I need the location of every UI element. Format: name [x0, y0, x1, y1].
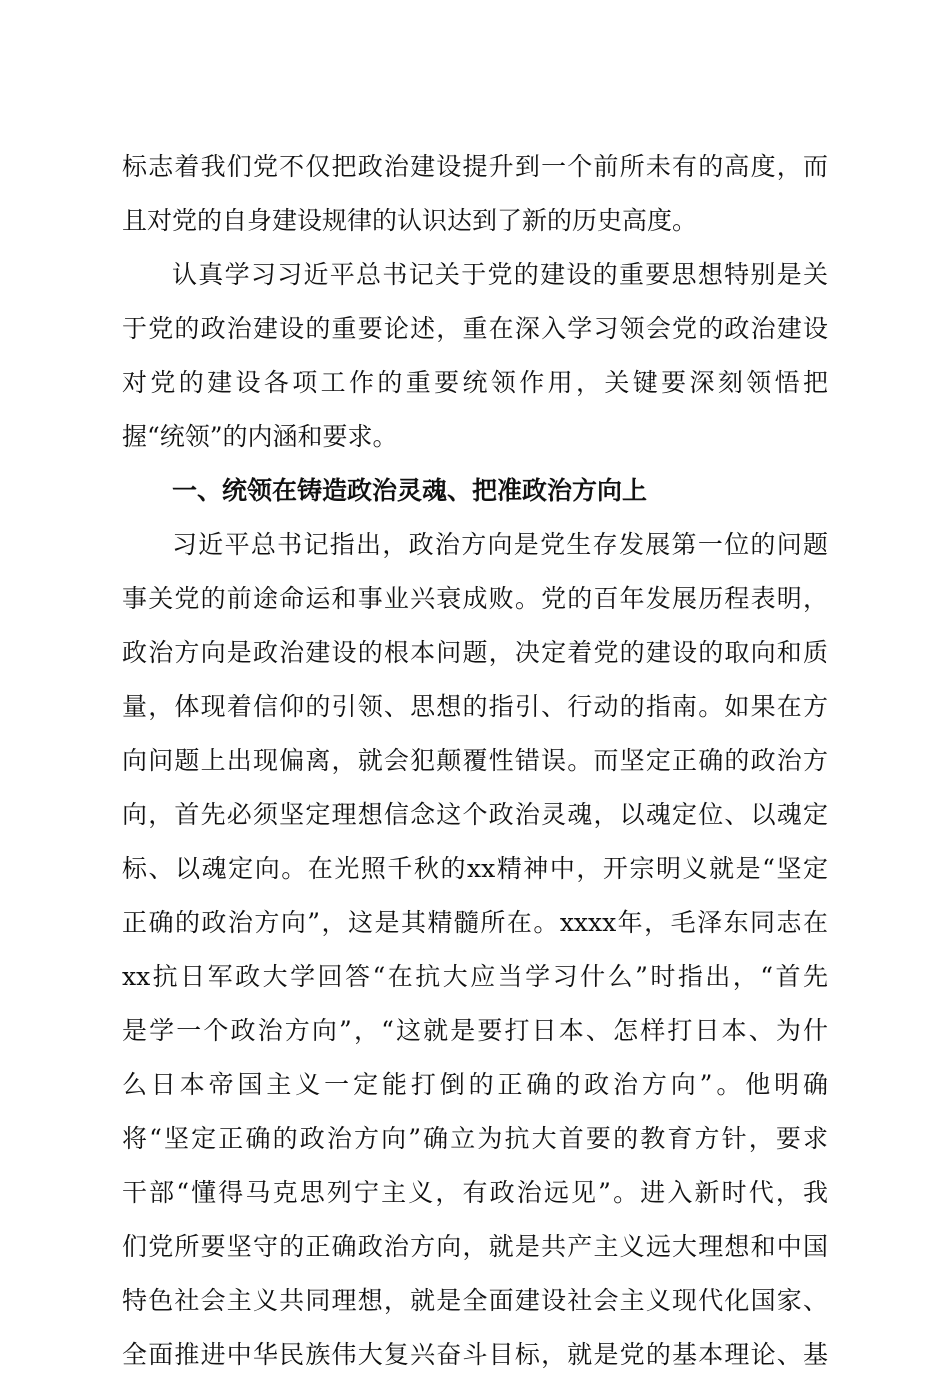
document-body: [122, 140, 828, 1382]
section-heading: 一、统领在铸造政治灵魂、把准政治方向上: [172, 476, 648, 505]
text-line: 向问题上出现偏离，就会犯颠覆性错误。而坚定正确的政治方: [122, 746, 828, 775]
text-line: 于党的政治建设的重要论述，重在深入学习领会党的政治建设: [122, 314, 828, 343]
section-heading-1: [122, 464, 828, 518]
text-line: 标、以魂定向。在光照千秋的xx精神中，开宗明义就是“坚定: [122, 854, 828, 883]
text-line: 对党的建设各项工作的重要统领作用，关键要深刻领悟把: [122, 368, 828, 397]
text-line: 么日本帝国主义一定能打倒的正确的政治方向”。他明确: [122, 1070, 828, 1099]
text-line: 握“统领”的内涵和要求。: [122, 422, 398, 451]
text-line: 政治方向是政治建设的根本问题，决定着党的建设的取向和质: [122, 638, 828, 667]
text-line: 向，首先必须坚定理想信念这个政治灵魂，以魂定位、以魂定: [122, 800, 828, 829]
paragraph-study: [122, 248, 828, 464]
text-line: 事关党的前途命运和事业兴衰成败。党的百年发展历程表明，: [122, 584, 828, 613]
text-line: 量，体现着信仰的引领、思想的指引、行动的指南。如果在方: [122, 692, 828, 721]
text-line: 习近平总书记指出，政治方向是党生存发展第一位的问题: [172, 530, 828, 559]
text-line: 将“坚定正确的政治方向”确立为抗大首要的教育方针，要求: [122, 1124, 828, 1153]
paragraph-political-direction: [122, 518, 828, 1382]
text-line: 且对党的自身建设规律的认识达到了新的历史高度。: [122, 206, 698, 235]
text-line: 全面推进中华民族伟大复兴奋斗目标，就是党的基本理论、基: [122, 1340, 828, 1369]
text-line: 是学一个政治方向”，“这就是要打日本、怎样打日本、为什: [122, 1016, 828, 1045]
text-line: xx抗日军政大学回答“在抗大应当学习什么”时指出，“首先: [122, 962, 828, 991]
text-line: 干部“懂得马克思列宁主义，有政治远见”。进入新时代，我: [122, 1178, 828, 1207]
paragraph-continuation: [122, 140, 828, 248]
text-line: 特色社会主义共同理想，就是全面建设社会主义现代化国家、: [122, 1286, 828, 1315]
text-line: 正确的政治方向”，这是其精髓所在。xxxx年，毛泽东同志在: [122, 908, 828, 937]
text-line: 们党所要坚守的正确政治方向，就是共产主义远大理想和中国: [122, 1232, 828, 1261]
text-line: 标志着我们党不仅把政治建设提升到一个前所未有的高度，而: [122, 152, 828, 181]
text-line: 认真学习习近平总书记关于党的建设的重要思想特别是关: [172, 260, 828, 289]
